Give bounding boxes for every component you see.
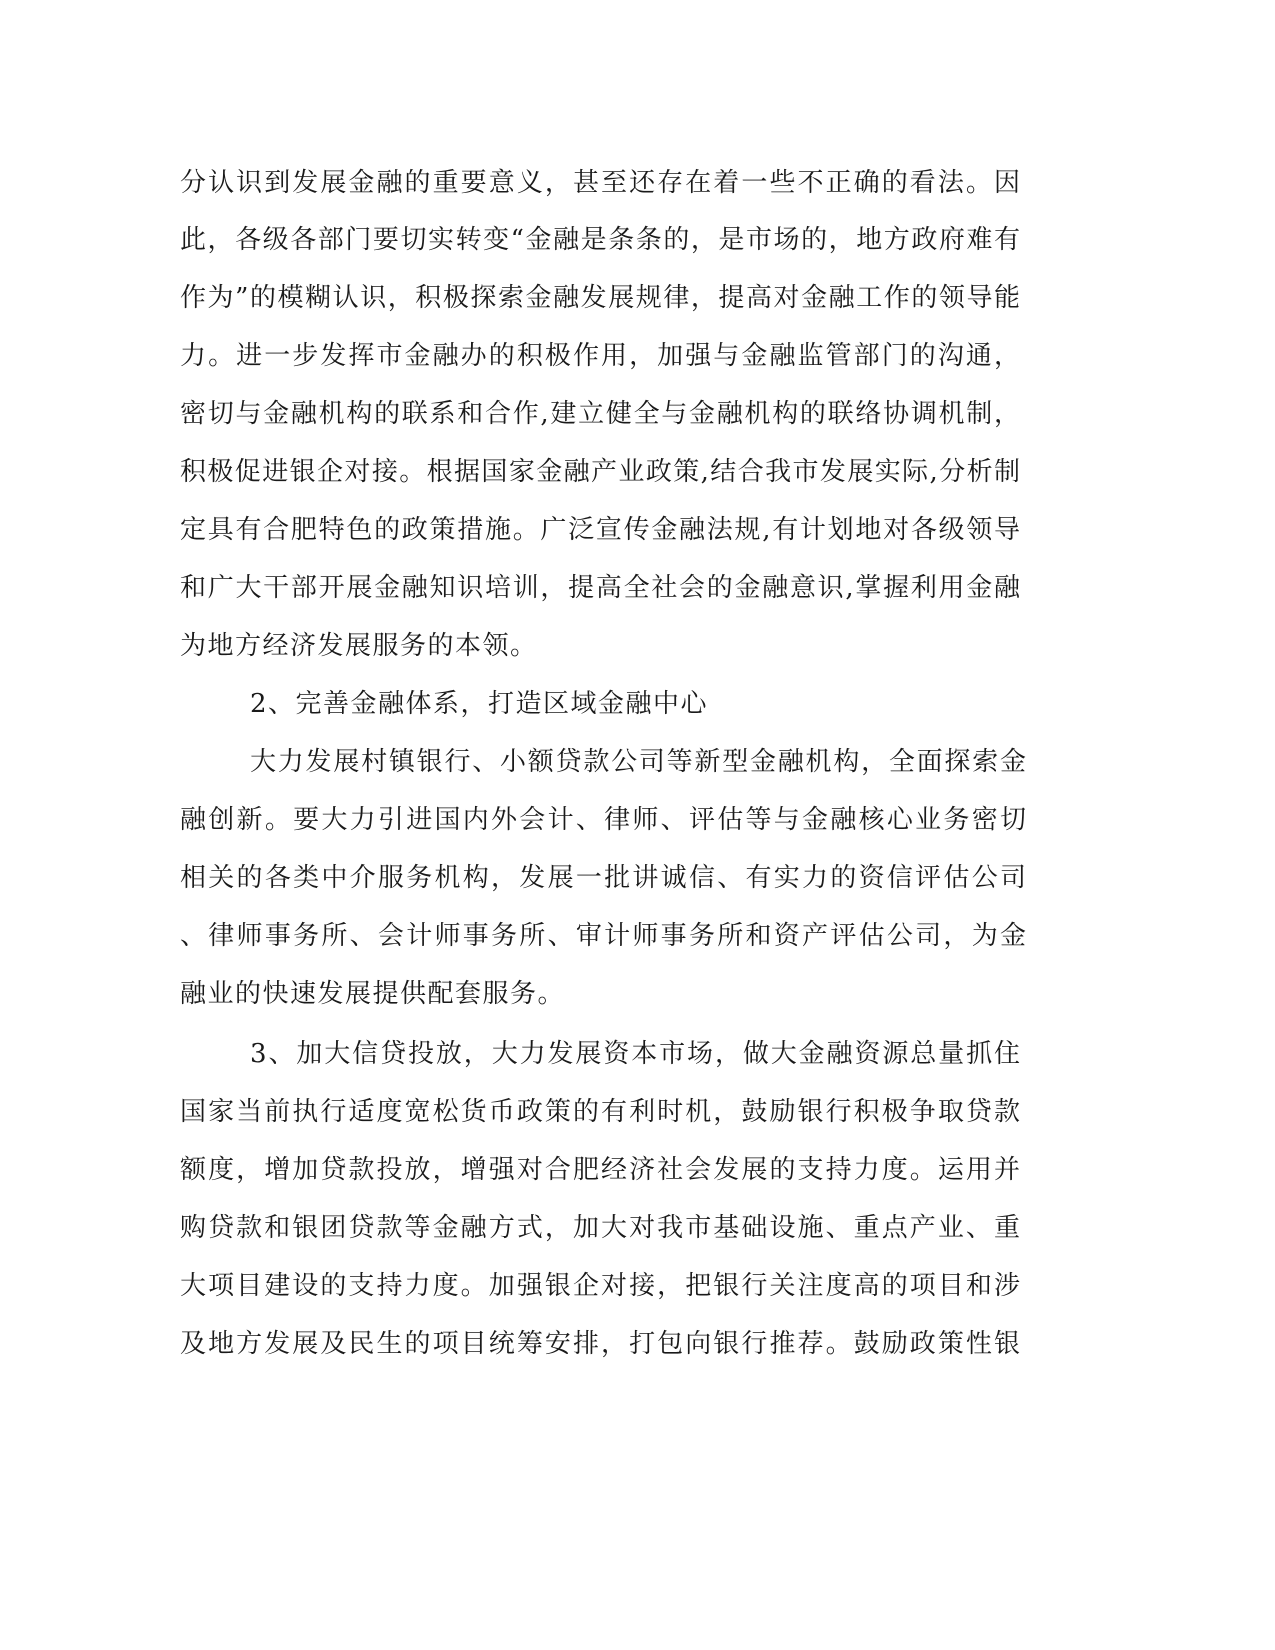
section-heading: 2、完善金融体系，打造区域金融中心: [250, 689, 709, 719]
text-line: 、律师事务所、会计师事务所、审计师事务所和资产评估公司，为金: [180, 921, 1026, 951]
text-line: 及地方发展及民生的项目统筹安排，打包向银行推荐。鼓励政策性银: [180, 1329, 1020, 1359]
text-line: 分认识到发展金融的重要意义，甚至还存在着一些不正确的看法。因: [180, 168, 1020, 198]
text-line: 国家当前执行适度宽松货币政策的有利时机，鼓励银行积极争取贷款: [180, 1097, 1020, 1127]
text-line: 相关的各类中介服务机构，发展一批讲诚信、有实力的资信评估公司: [180, 863, 1026, 893]
text-line: 定具有合肥特色的政策措施。广泛宣传金融法规,有计划地对各级领导: [180, 515, 1020, 545]
text-line: 密切与金融机构的联系和合作,建立健全与金融机构的联络协调机制，: [180, 399, 1020, 429]
text-line: 和广大干部开展金融知识培训，提高全社会的金融意识,掌握利用金融: [180, 573, 1020, 603]
text-line: 融业的快速发展提供配套服务。: [180, 979, 566, 1009]
text-line: 此，各级各部门要切实转变“金融是条条的，是市场的，地方政府难有: [180, 225, 1020, 255]
text-line: 为地方经济发展服务的本领。: [180, 631, 538, 661]
text-line: 力。进一步发挥市金融办的积极作用，加强与金融监管部门的沟通，: [180, 341, 1020, 371]
text-line: 融创新。要大力引进国内外会计、律师、评估等与金融核心业务密切: [180, 805, 1026, 835]
text-line: 大项目建设的支持力度。加强银企对接，把银行关注度高的项目和涉: [180, 1271, 1020, 1301]
section-heading: 3、加大信贷投放，大力发展资本市场，做大金融资源总量抓住: [250, 1039, 1020, 1069]
text-line: 积极促进银企对接。根据国家金融产业政策,结合我市发展实际,分析制: [180, 457, 1020, 487]
text-line: 购贷款和银团贷款等金融方式，加大对我市基础设施、重点产业、重: [180, 1213, 1020, 1243]
text-line: 额度，增加贷款投放，增强对合肥经济社会发展的支持力度。运用并: [180, 1155, 1020, 1185]
text-line: 作为”的模糊认识，积极探索金融发展规律，提高对金融工作的领导能: [180, 283, 1020, 313]
text-line: 大力发展村镇银行、小额贷款公司等新型金融机构，全面探索金: [250, 747, 1026, 777]
